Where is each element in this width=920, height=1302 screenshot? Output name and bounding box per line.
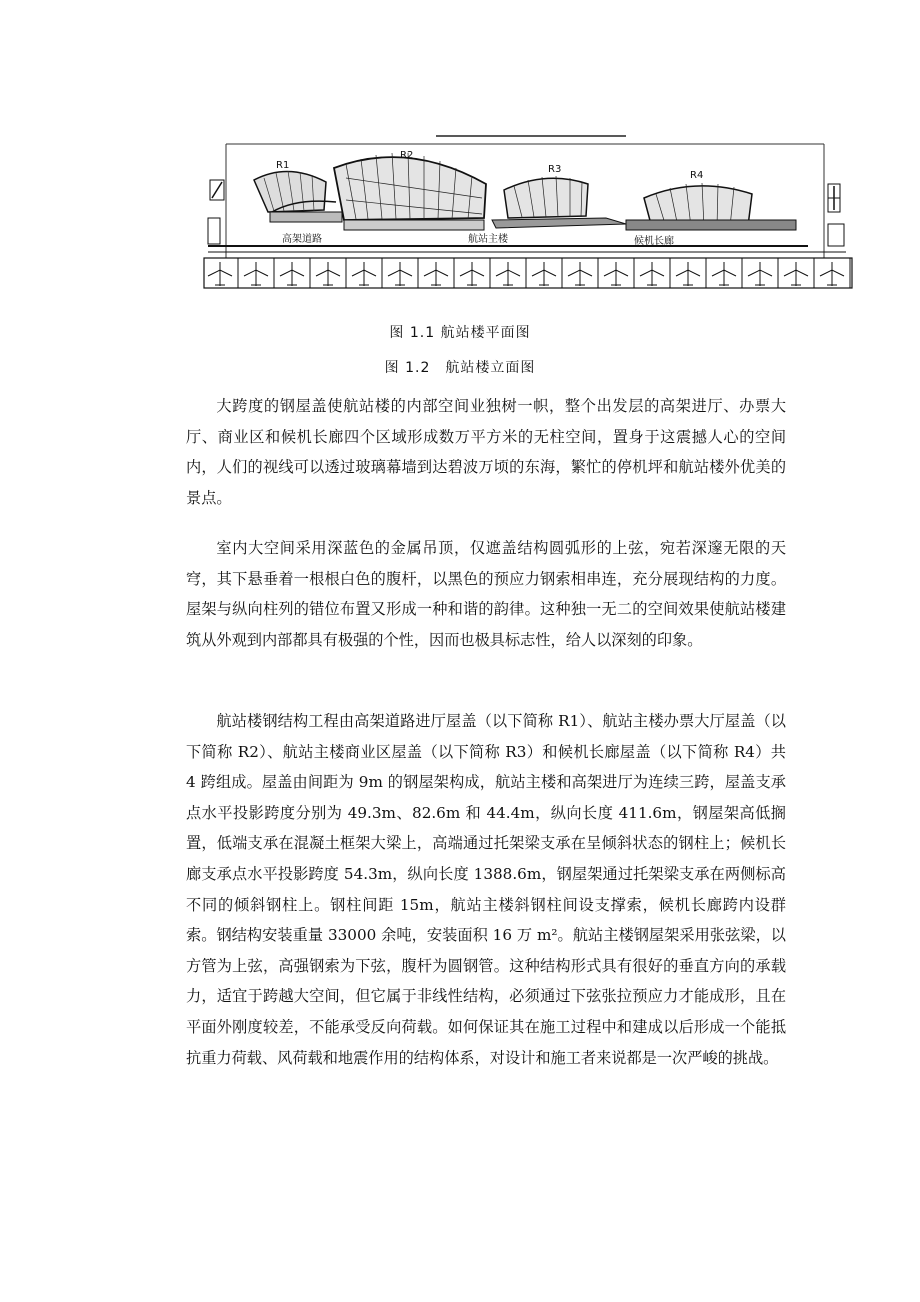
paragraph-3: 航站楼钢结构工程由高架道路进厅屋盖（以下简称 R1）、航站主楼办票大厅屋盖（以下简称 R2）、航站主楼商业区屋盖（以下简称 R3）和候机长廊屋盖（以下简称 R4）共 4 跨组成。屋盖由间距为 9m 的钢屋架构成，航站主楼和高架进厅为连续三跨，屋盖支承点水平投影跨度分别为 49.3m、82.6m 和 44.4m，纵向长度 411.6m，钢屋架高低搁置，低端支承在混凝土框架大梁上，高端通过托架梁支承在呈倾斜状态的钢柱上；候机长廊支承点水平投影跨度 54.3m，纵向长度 1388.6m，钢屋架通过托架梁支承在两侧标高不同的倾斜钢柱上。钢柱间距 15m，航站主楼斜钢柱间设支撑索，候机长廊跨内设群索。钢结构安装重量 33000 余吨，安装面积 16 万 m²。航站主楼钢屋架采用张弦梁，以方管为上弦，高强钢索为下弦，腹杆为圆钢管。这种结构形式具有很好的垂直方向的承载力，适宜于跨越大空间，但它属于非线性结构，必须通过下弦张拉预应力才能成形，且在平面外刚度较差，不能承受反向荷载。如何保证其在施工过程中和建成以后形成一个能抵抗重力荷载、风荷载和地震作用的结构体系，对设计和施工者来说都是一次严峻的挑战。 bbox=[186, 712, 786, 1067]
paragraph-1: 大跨度的钢屋盖使航站楼的内部空间业独树一帜，整个出发层的高架进厅、办票大厅、商业区和候机长廊四个区域形成数万平方米的无柱空间，置身于这震撼人心的空间内，人们的视线可以透过玻璃幕墙到达碧波万顷的东海，繁忙的停机坪和航站楼外优美的景点。 bbox=[186, 397, 786, 507]
roof-r4 bbox=[626, 183, 796, 230]
label-elevated-road: 高架道路 bbox=[282, 234, 322, 245]
aircraft-icon bbox=[568, 262, 592, 286]
label-r1: R1 bbox=[276, 160, 290, 171]
aircraft-icon bbox=[460, 262, 484, 286]
aircraft-icon bbox=[604, 262, 628, 286]
aircraft-icon bbox=[208, 262, 232, 286]
label-r3: R3 bbox=[548, 164, 562, 175]
aircraft-icon bbox=[748, 262, 772, 286]
aircraft-icon bbox=[352, 262, 376, 286]
aircraft-icon bbox=[316, 262, 340, 286]
aircraft-icon bbox=[712, 262, 736, 286]
aircraft-icon bbox=[532, 262, 556, 286]
paragraph-2: 室内大空间采用深蓝色的金属吊顶，仅遮盖结构圆弧形的上弦，宛若深邃无限的天穹，其下悬垂着一根根白色的腹杆，以黑色的预应力钢索相串连，充分展现结构的力度。屋架与纵向柱列的错位布置又形成一种和谐的韵律。这种独一无二的空间效果使航站楼建筑从外观到内部都具有极强的个性，因而也极具标志性，给人以深刻的印象。 bbox=[186, 539, 786, 649]
terminal-elevation-drawing bbox=[196, 128, 856, 294]
aircraft-icon bbox=[496, 262, 520, 286]
aircraft-icon bbox=[280, 262, 304, 286]
aircraft-icon bbox=[424, 262, 448, 286]
roof-r2 bbox=[334, 153, 486, 230]
roof-r3 bbox=[492, 176, 626, 228]
label-r4: R4 bbox=[690, 170, 704, 181]
aircraft-icon bbox=[820, 262, 844, 286]
aircraft-row bbox=[204, 258, 852, 288]
label-main-terminal: 航站主楼 bbox=[468, 234, 508, 245]
figure-caption-2: 图 1.2 航站楼立面图 bbox=[384, 360, 536, 376]
aircraft-icon bbox=[640, 262, 664, 286]
aircraft-icon bbox=[388, 262, 412, 286]
aircraft-icon bbox=[676, 262, 700, 286]
roof-r1 bbox=[254, 171, 342, 222]
label-r2: R2 bbox=[400, 150, 414, 161]
label-concourse: 候机长廊 bbox=[634, 236, 674, 247]
aircraft-icon bbox=[784, 262, 808, 286]
figure-caption-1: 图 1.1 航站楼平面图 bbox=[389, 325, 531, 341]
aircraft-icon bbox=[244, 262, 268, 286]
